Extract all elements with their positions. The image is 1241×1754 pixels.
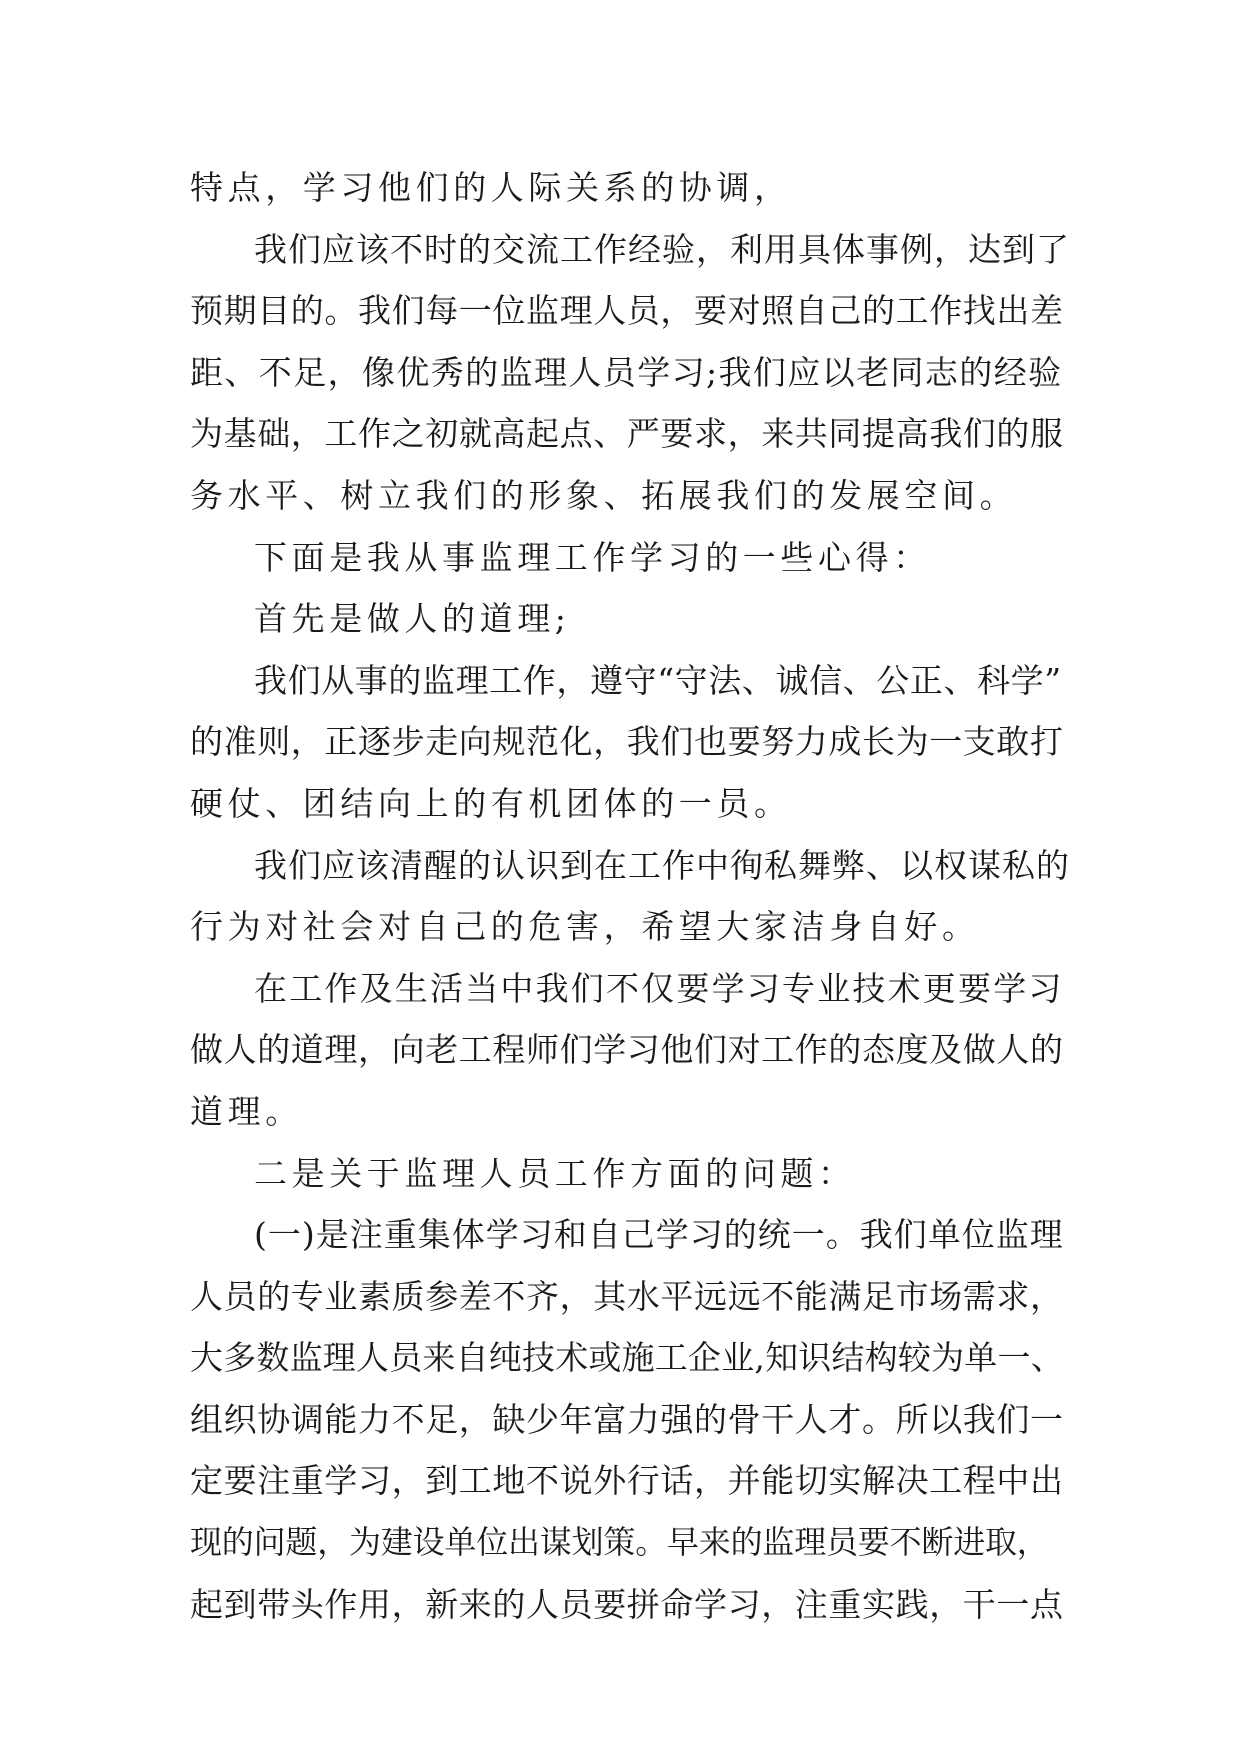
text-line: 行为对社会对自己的危害，希望大家洁身自好。 [190,907,980,947]
text-line: (一)是注重集体学习和自己学习的统一。我们单位监理 [254,1215,1064,1255]
text-line: 定要注重学习，到工地不说外行话，并能切实解决工程中出 [190,1461,1064,1501]
document-body [190,157,1070,1635]
text-line: 道理。 [190,1091,303,1131]
text-line: 组织协调能力不足，缺少年富力强的骨干人才。所以我们一 [190,1399,1064,1439]
text-line: 大多数监理人员来自纯技术或施工企业,知识结构较为单一、 [190,1338,1064,1378]
text-line: 为基础，工作之初就高起点、严要求，来共同提高我们的服 [190,414,1064,454]
text-line: 的准则，正逐步走向规范化，我们也要努力成长为一支敢打 [190,722,1064,762]
text-line: 在工作及生活当中我们不仅要学习专业技术更要学习 [254,968,1064,1008]
text-line: 距、不足，像优秀的监理人员学习;我们应以老同志的经验 [190,352,1063,392]
text-line: 首先是做人的道理; [254,599,571,639]
text-line: 二是关于监理人员工作方面的问题： [254,1153,856,1193]
text-line: 预期目的。我们每一位监理人员，要对照自己的工作找出差 [190,291,1064,331]
text-line: 人员的专业素质参差不齐，其水平远远不能满足市场需求， [190,1276,1064,1316]
text-line: 特点，学习他们的人际关系的协调， [190,168,792,207]
text-line: 务水平、树立我们的形象、拓展我们的发展空间。 [190,475,1018,515]
text-line: 我们应该清醒的认识到在工作中徇私舞弊、以权谋私的 [254,845,1070,885]
text-line: 下面是我从事监理工作学习的一些心得： [254,537,931,577]
text-line: 我们应该不时的交流工作经验，利用具体事例，达到了 [254,229,1070,269]
text-line: 起到带头作用，新来的人员要拼命学习，注重实践，干一点 [190,1584,1064,1624]
text-line: 我们从事的监理工作，遵守“守法、诚信、公正、科学” [254,660,1062,700]
text-line: 做人的道理，向老工程师们学习他们对工作的态度及做人的 [190,1030,1064,1070]
text-line: 现的问题，为建设单位出谋划策。早来的监理员要不断进取， [190,1523,1049,1562]
text-line: 硬仗、团结向上的有机团体的一员。 [190,783,792,823]
